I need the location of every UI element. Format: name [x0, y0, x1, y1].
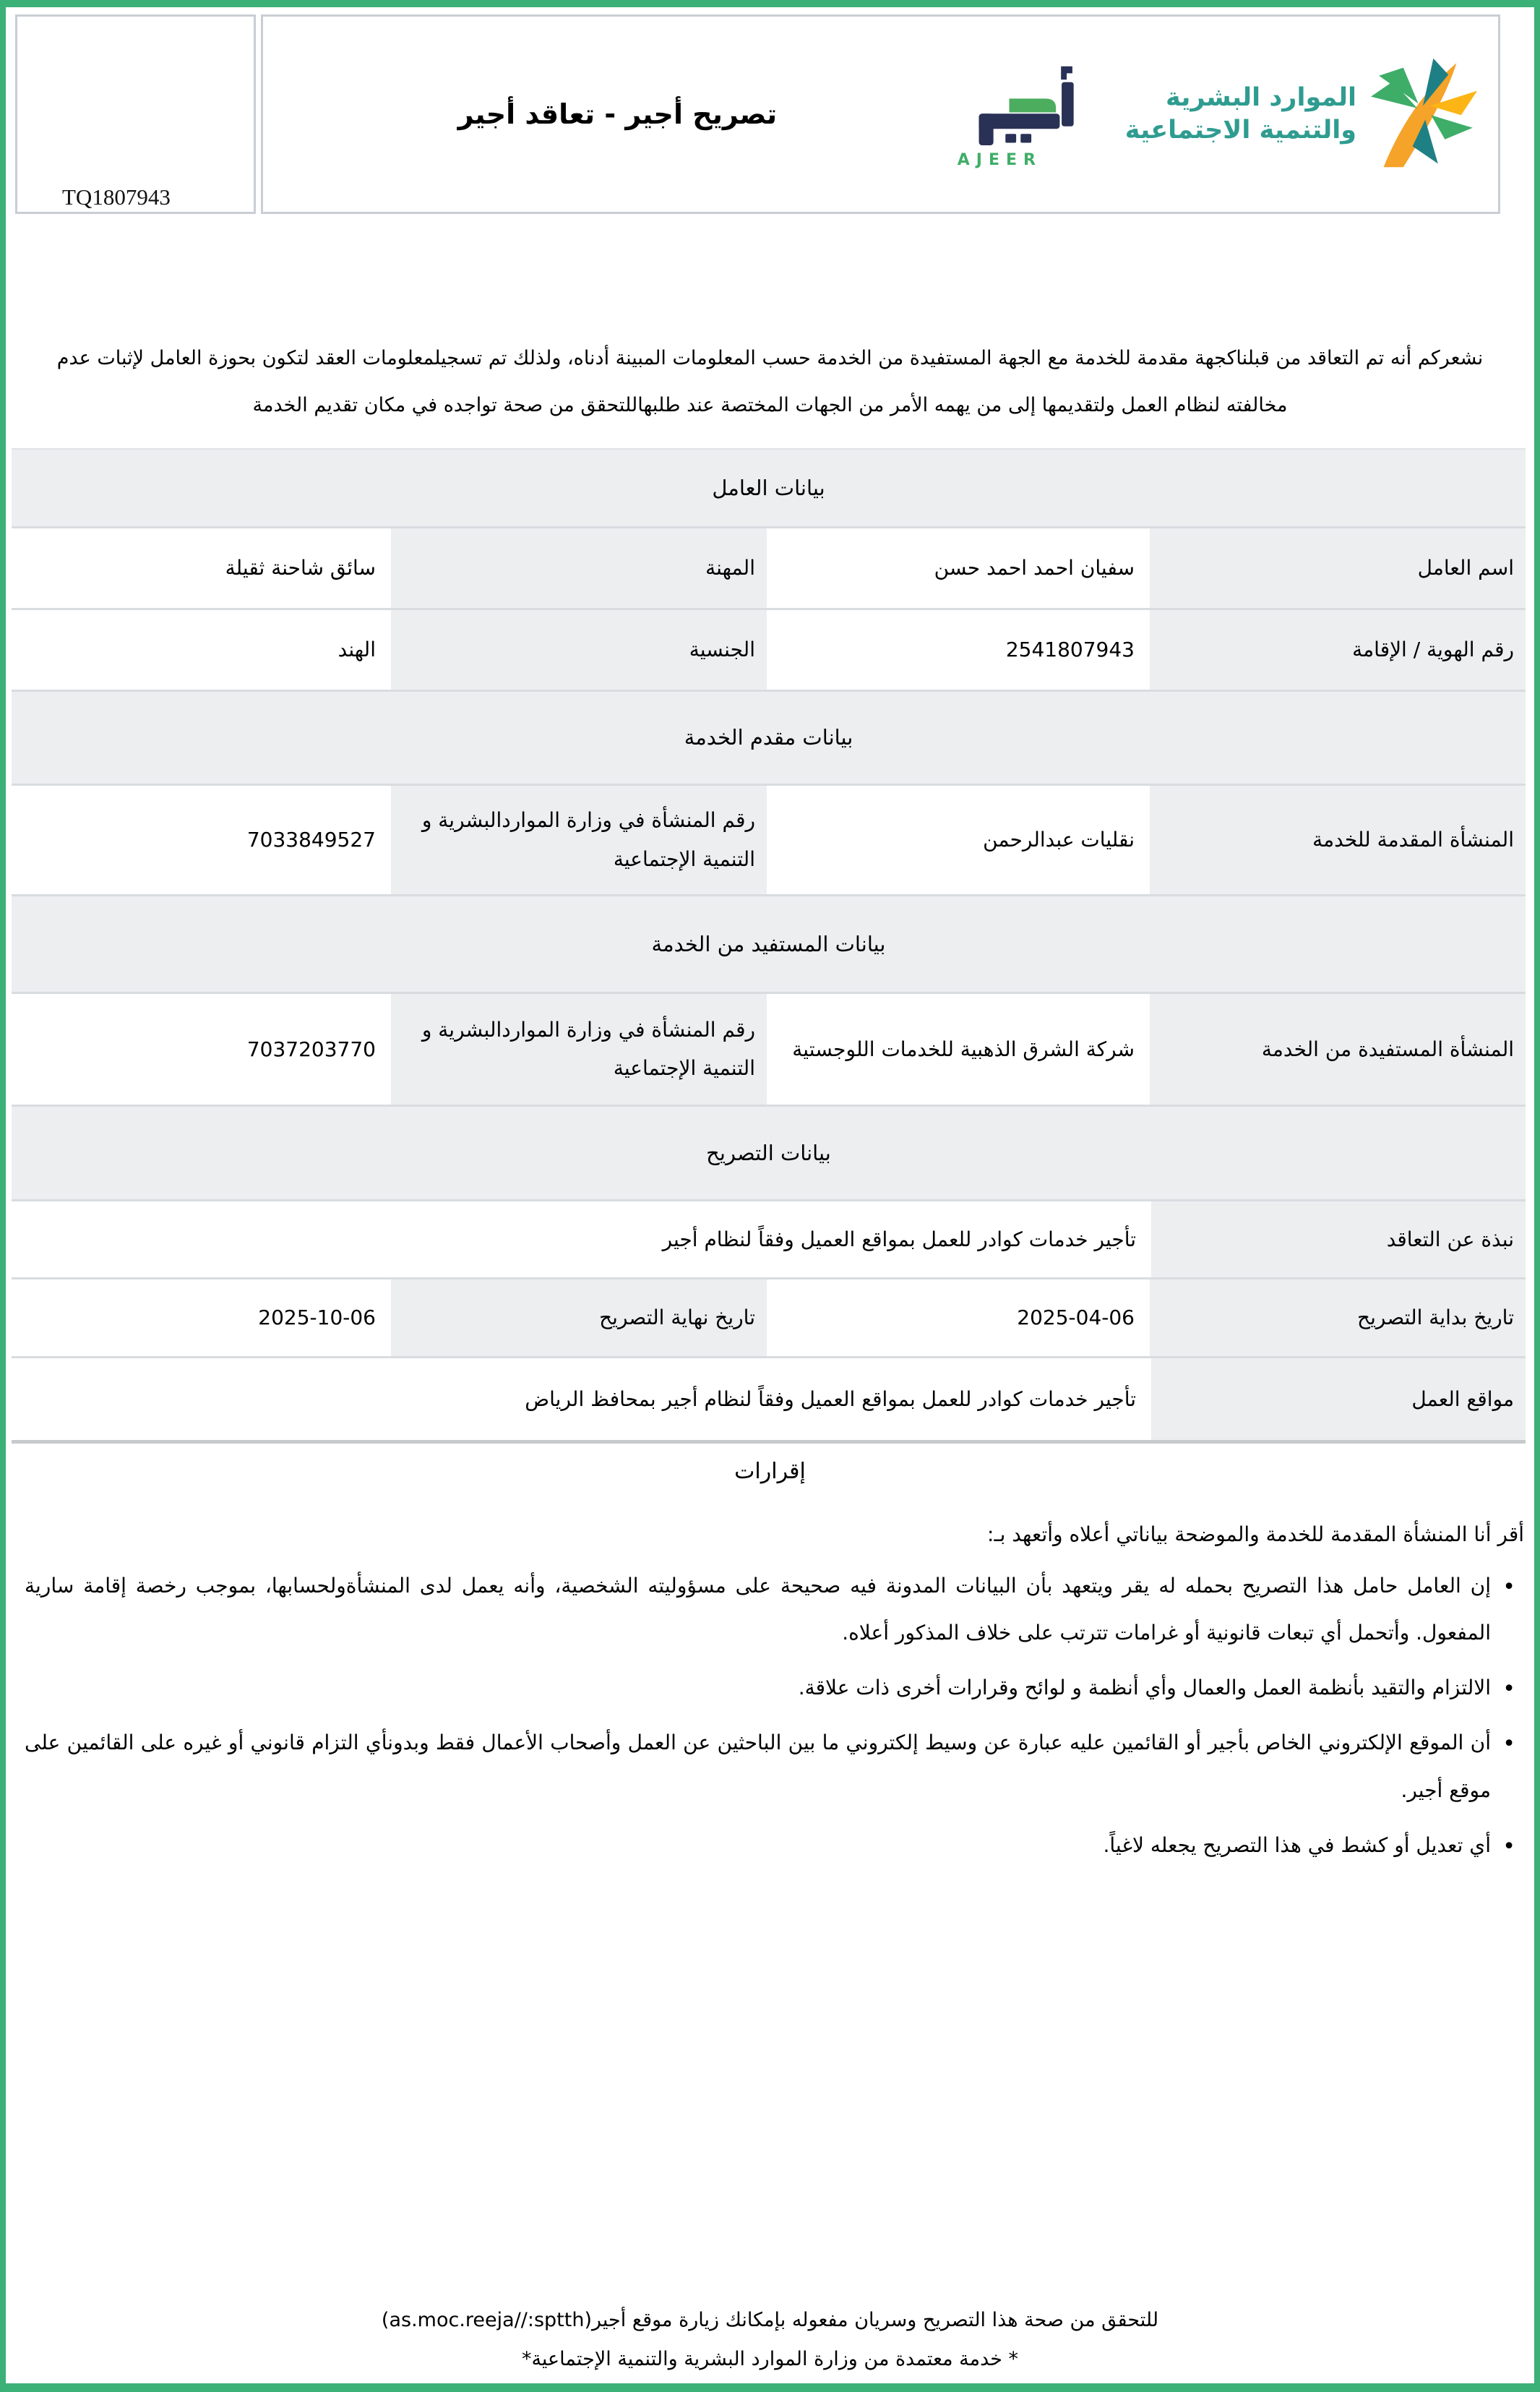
table-row-provider	[12, 784, 1526, 894]
declarations-heading: إقرارات	[734, 1458, 806, 1484]
value-profession: سائق شاحنة ثقيلة	[12, 528, 387, 608]
value-start-date: 2025-04-06	[770, 1279, 1146, 1356]
header	[15, 14, 1500, 214]
ajeer-logo	[958, 60, 1091, 169]
section-header-permit	[12, 1105, 1526, 1199]
value-provider-name: نقليات عبدالرحمن	[770, 786, 1146, 894]
label-beneficiary-name: المنشأة المستفيدة من الخدمة	[1150, 994, 1526, 1105]
ministry-name-line1: الموارد البشرية	[1165, 82, 1356, 112]
value-nationality: الهند	[12, 610, 387, 690]
ministry-name-line2: والتنمية الاجتماعية	[1124, 116, 1356, 145]
table-row-permit-dates	[12, 1277, 1526, 1356]
ministry-emblem-icon	[1365, 55, 1481, 173]
label-beneficiary-registration: رقم المنشأة في وزارة المواردالبشرية و التنمية الإجتماعية	[391, 994, 767, 1105]
ajeer-latin-label: AJEER	[957, 150, 1042, 169]
declarations-intro: أقر أنا المنشأة المقدمة للخدمة والموضحة بياناتي أعلاه وأتعهد بـ:	[987, 1522, 1524, 1546]
section-header-provider	[12, 690, 1526, 784]
document-title: تصريح أجير - تعاقد أجير	[457, 98, 778, 130]
footer-verify-line: للتحقق من صحة هذا التصريح وسريان مفعوله بإمكانك زيارة موقع أجير(as.moc.reeja//:sptth)	[381, 2309, 1159, 2331]
section-header-beneficiary	[12, 894, 1526, 992]
label-contract-summary: نبذة عن التعاقد	[1151, 1201, 1526, 1277]
value-id-number: 2541807943	[770, 610, 1146, 690]
ministry-name	[1125, 82, 1356, 147]
label-profession: المهنة	[391, 528, 767, 608]
declaration-item: • إن العامل حامل هذا التصريح بحمله له يقر ويتعهد بأن البيانات المدونة فيه صحيحة على مسؤوليته الشخصية، وأنه يعمل لدى المنشأةولحسابها، بموجب رخصة إقامة سارية المفعول. وأتحمل أي تبعات قانونية أو غرامات تترتب على خلاف المذكور أعلاه.	[16, 1562, 1524, 1658]
declaration-item: • أي تعديل أو كشط في هذا التصريح يجعله لاغياً.	[16, 1822, 1524, 1869]
label-work-locations: مواقع العمل	[1151, 1358, 1526, 1440]
declarations-list	[16, 1562, 1524, 1869]
label-provider-registration: رقم المنشأة في وزارة المواردالبشرية و التنمية الإجتماعية	[391, 786, 767, 894]
table-row-worker-id	[12, 608, 1526, 690]
section-header-worker-label: بيانات العامل	[12, 450, 1526, 526]
label-worker-name: اسم العامل	[1150, 528, 1526, 608]
permit-number-box	[15, 14, 256, 214]
permit-number: TQ1807943	[62, 184, 171, 210]
section-header-provider-label: بيانات مقدم الخدمة	[12, 692, 1526, 784]
table-row-worker-name	[12, 526, 1526, 608]
footer-accredited-line: * خدمة معتمدة من وزارة الموارد البشرية والتنمية الإجتماعية*	[521, 2348, 1019, 2370]
label-id-number: رقم الهوية / الإقامة	[1150, 610, 1526, 690]
section-header-permit-label: بيانات التصريح	[12, 1107, 1526, 1199]
ajeer-wordmark-icon	[958, 134, 1086, 148]
table-row-work-locations	[12, 1356, 1526, 1440]
value-provider-registration: 7033849527	[12, 786, 387, 894]
value-contract-summary: تأجير خدمات كوادر للعمل بمواقع العميل وفقاً لنظام أجير	[12, 1201, 1148, 1277]
label-provider-name: المنشأة المقدمة للخدمة	[1150, 786, 1526, 894]
permit-table	[12, 448, 1526, 1444]
table-row-beneficiary	[12, 992, 1526, 1105]
section-header-worker	[12, 450, 1526, 526]
value-end-date: 2025-10-06	[12, 1279, 387, 1356]
table-row-contract-summary	[12, 1199, 1526, 1277]
value-beneficiary-registration: 7037203770	[12, 994, 387, 1105]
value-worker-name: سفيان احمد احمد حسن	[770, 528, 1146, 608]
label-nationality: الجنسية	[391, 610, 767, 690]
label-start-date: تاريخ بداية التصريح	[1150, 1279, 1526, 1356]
label-end-date: تاريخ نهاية التصريح	[391, 1279, 767, 1356]
value-work-locations: تأجير خدمات كوادر للعمل بمواقع العميل وفقاً لنظام أجير بمحافظ الرياض	[12, 1358, 1148, 1440]
declaration-item: • أن الموقع الإلكتروني الخاص بأجير أو القائمين عليه عبارة عن وسيط إلكتروني ما بين الباحثين عن العمل وأصحاب الأعمال فقط وبدونأي التزام قانوني أو غيره على القائمين على موقع أجير.	[16, 1719, 1524, 1814]
section-header-beneficiary-label: بيانات المستفيد من الخدمة	[12, 896, 1526, 992]
declaration-item: • الالتزام والتقيد بأنظمة العمل والعمال وأي أنظمة و لوائح وقرارات أخرى ذات علاقة.	[16, 1664, 1524, 1712]
footer	[6, 2301, 1534, 2379]
header-title-box	[261, 14, 1500, 214]
ministry-logo	[1125, 55, 1481, 173]
value-beneficiary-name: شركة الشرق الذهبية للخدمات اللوجستية	[770, 994, 1146, 1105]
intro-paragraph: نشعركم أنه تم التعاقد من قبلناكجهة مقدمة للخدمة مع الجهة المستفيدة من الخدمة حسب المعلومات المبينة أدناه، ولذلك تم تسجيلمعلومات العقد لتكون بحوزة العامل لإثبات عدم مخالفته لنظام العمل ولتقديمها إلى من يهمه الأمر من الجهات المختصة عند طلبهاللتحقق من صحة تواجده في مكان تقديم الخدمة	[56, 347, 1484, 416]
